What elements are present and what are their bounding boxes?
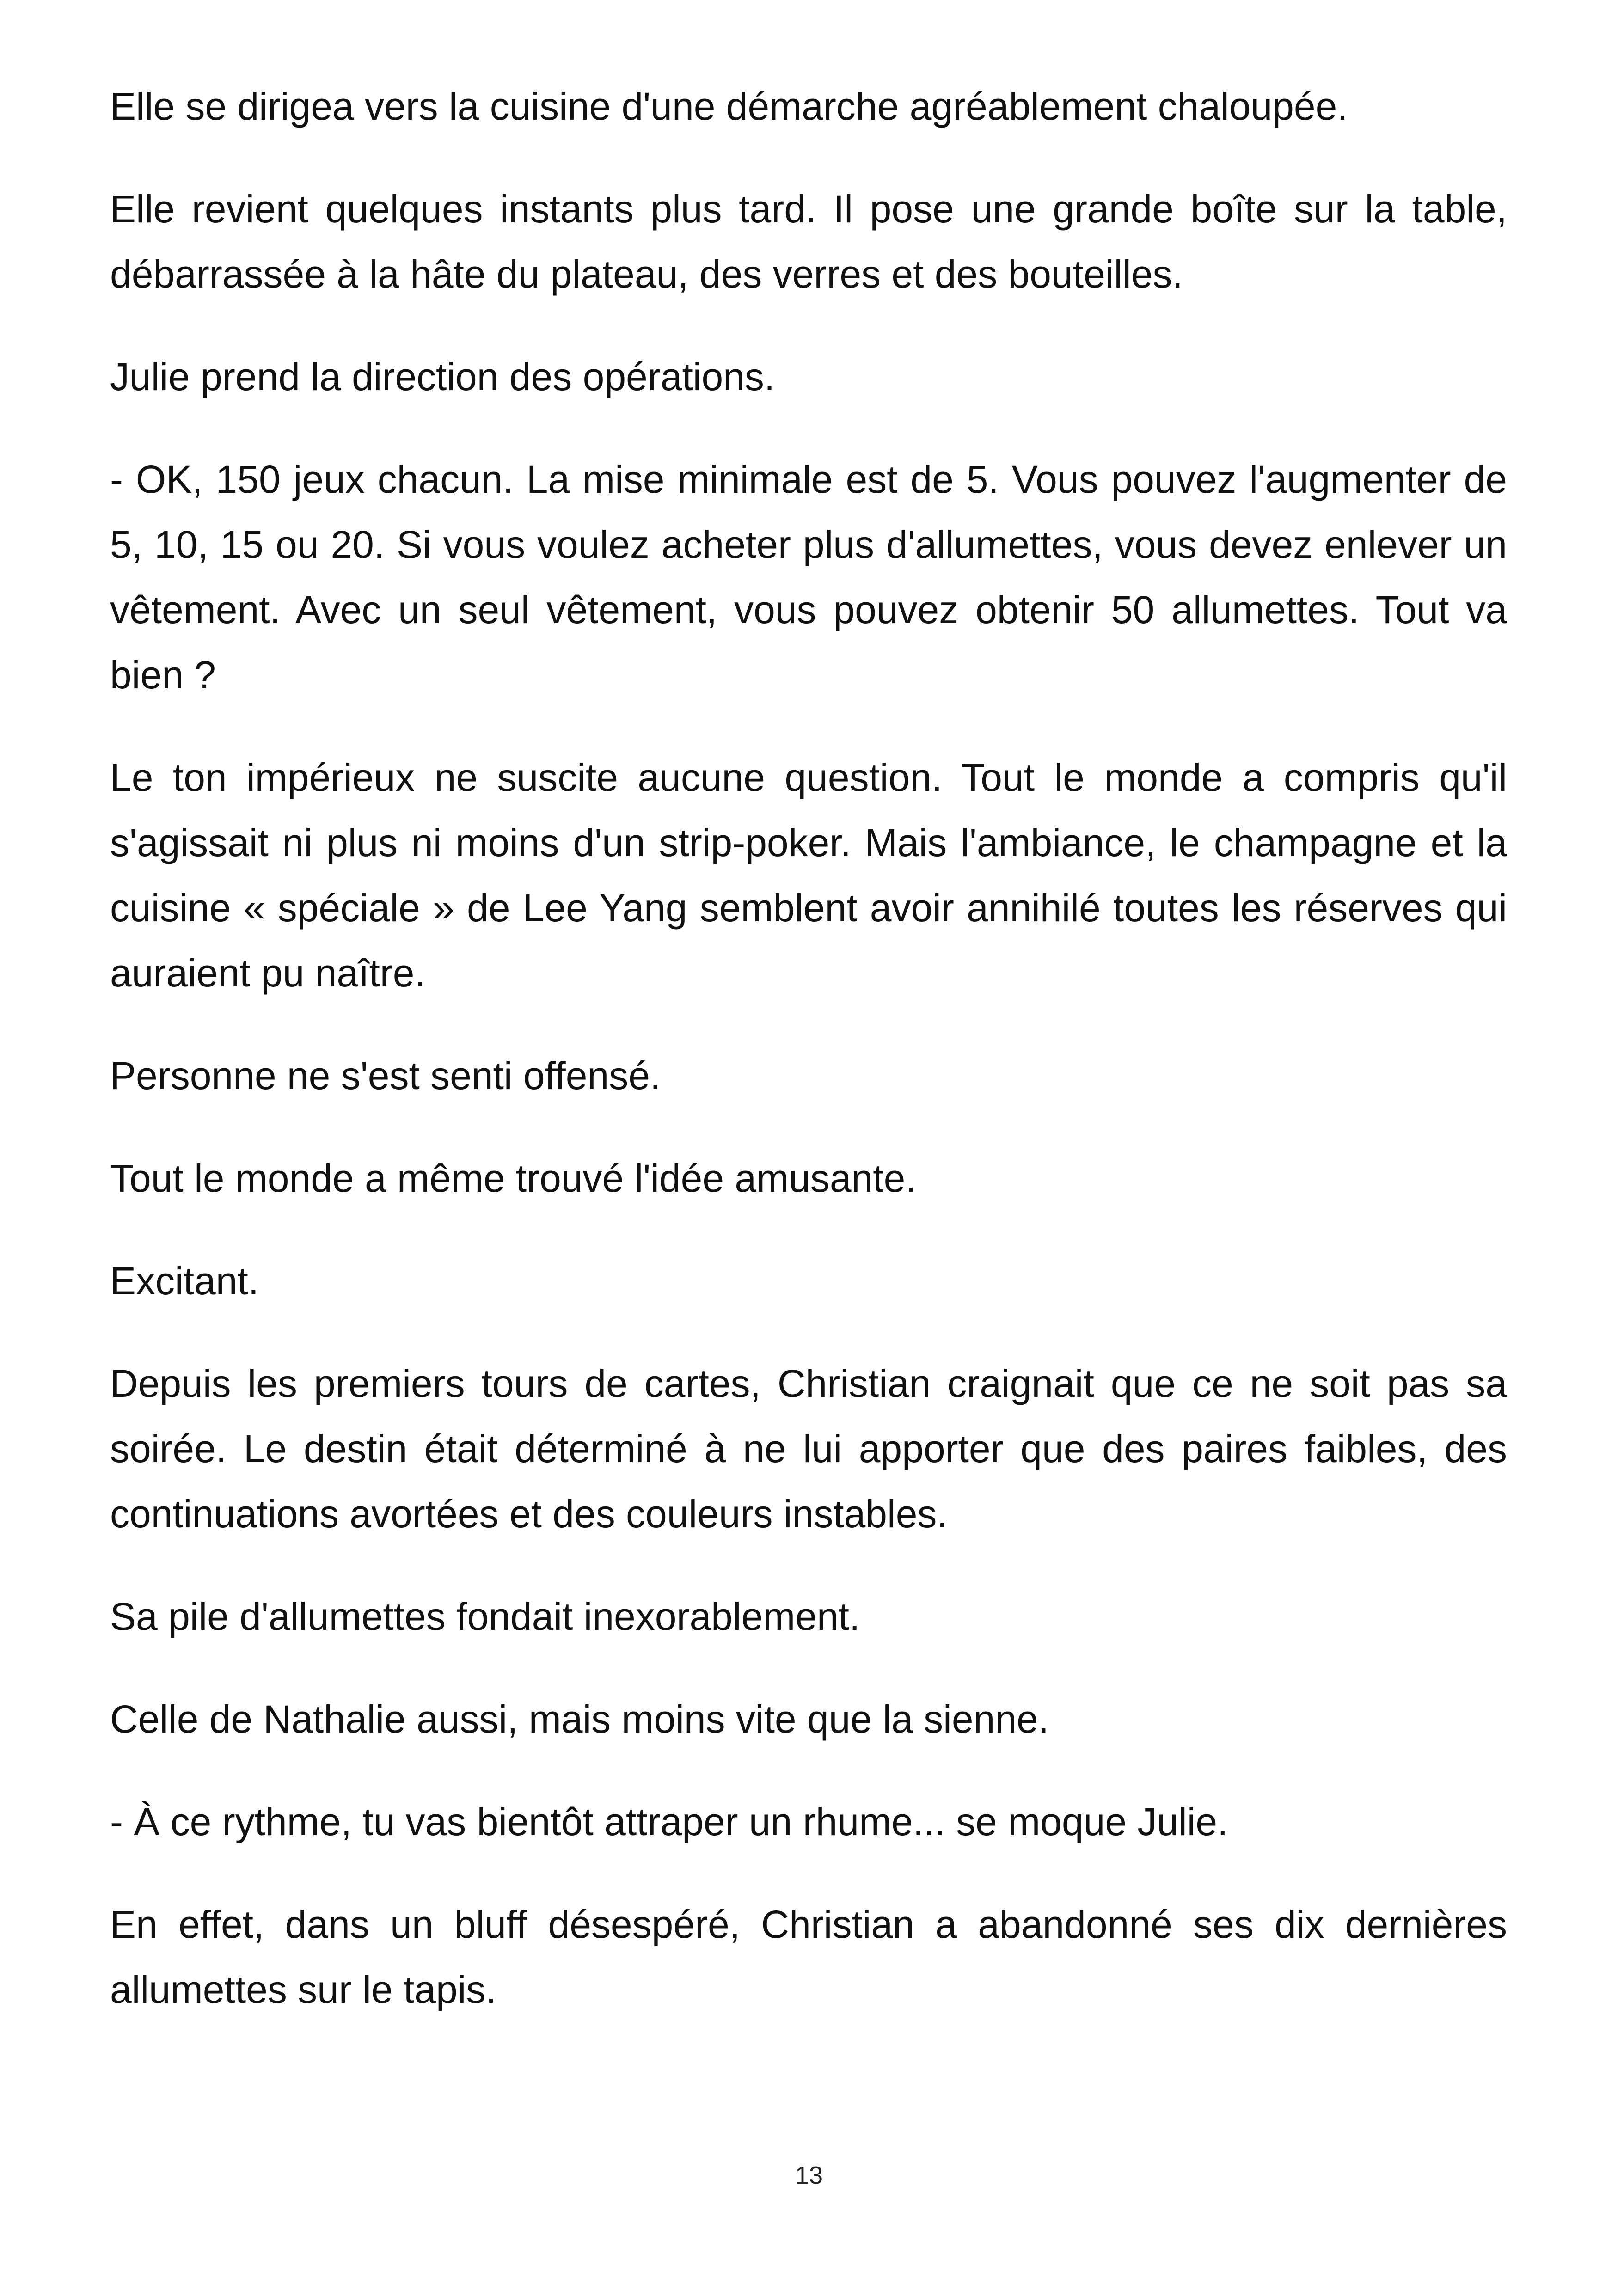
paragraph: Le ton impérieux ne suscite aucune question. Tout le monde a compris qu'il s'agissait ni plus ni moins d'un strip-poker. Mais l'ambiance, le champagne et la cuisine « spéciale » de Lee Yang semblent avoir annihilé toutes les réserves qui auraient pu naître.: [110, 756, 1507, 995]
paragraph: Elle se dirigea vers la cuisine d'une démarche agréablement chaloupée.: [110, 85, 1348, 128]
paragraph: Depuis les premiers tours de cartes, Christian craignait que ce ne soit pas sa soirée. Le destin était déterminé à ne lui apporter que des paires faibles, des continuations avortées et des couleurs instables.: [110, 1362, 1507, 1536]
text-body: [110, 74, 1507, 2060]
paragraph: Tout le monde a même trouvé l'idée amusante.: [110, 1157, 916, 1200]
paragraph: - À ce rythme, tu vas bientôt attraper un rhume... se moque Julie.: [110, 1800, 1228, 1843]
page-number: 13: [795, 2161, 823, 2189]
paragraph: Elle revient quelques instants plus tard. Il pose une grande boîte sur la table, débarrassée à la hâte du plateau, des verres et des bouteilles.: [110, 187, 1507, 296]
paragraph: Personne ne s'est senti offensé.: [110, 1054, 661, 1097]
paragraph: Julie prend la direction des opérations.: [110, 355, 775, 398]
paragraph: Sa pile d'allumettes fondait inexorablement.: [110, 1595, 860, 1638]
paragraph: Celle de Nathalie aussi, mais moins vite que la sienne.: [110, 1697, 1049, 1741]
paragraph: En effet, dans un bluff désespéré, Christian a abandonné ses dix dernières allumettes sur le tapis.: [110, 1903, 1507, 2011]
paragraph: Excitant.: [110, 1259, 259, 1303]
paragraph: - OK, 150 jeux chacun. La mise minimale est de 5. Vous pouvez l'augmenter de 5, 10, 15 ou 20. Si vous voulez acheter plus d'allumettes, vous devez enlever un vêtement. Avec un seul vêtement, vous pouvez obtenir 50 allumettes. Tout va bien ?: [110, 458, 1507, 697]
